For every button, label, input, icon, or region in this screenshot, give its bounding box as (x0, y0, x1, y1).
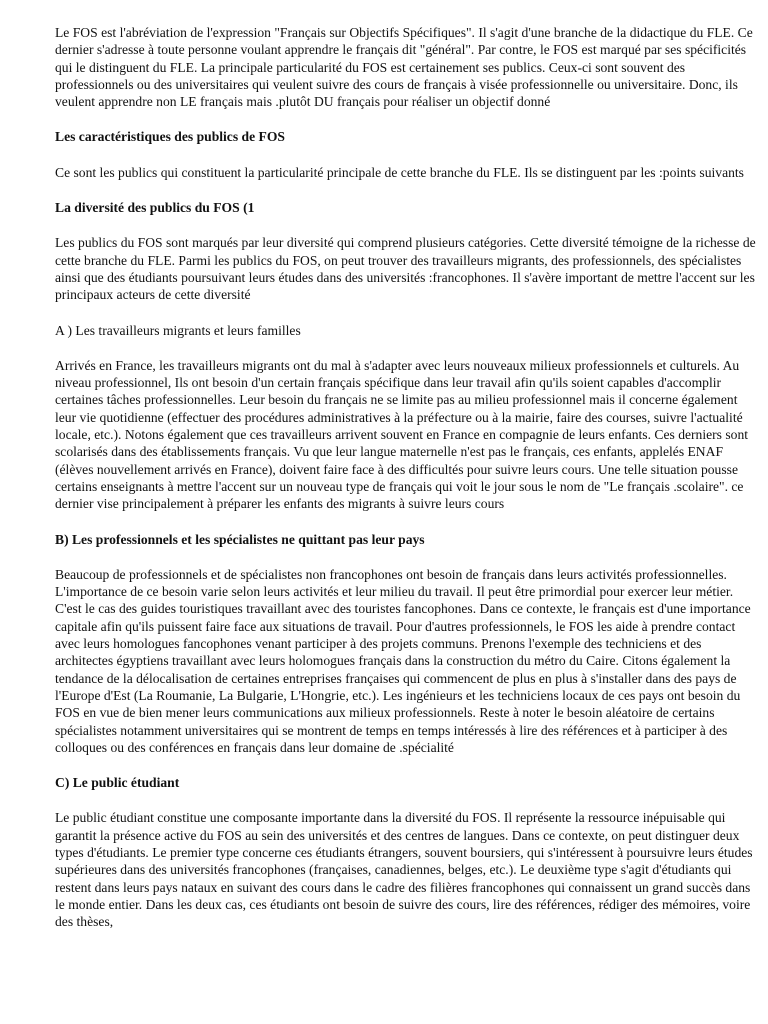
diversity-paragraph: Les publics du FOS sont marqués par leur diversité qui comprend plusieurs catégories. Cette diversité témoigne de la richesse de cette branche du FLE. Parmi les publics du FOS, on peut trouver des travailleurs migrants, des professionnels, des spécialistes ainsi que des étudiants poursuivant leurs études dans des universités :francophones. Il s'avère important de mettre l'accent sur les principaux acteurs de cette diversité (55, 235, 756, 303)
section-heading-characteristics: Les caractéristiques des publics de FOS (55, 129, 285, 145)
migrant-workers-paragraph: Arrivés en France, les travailleurs migrants ont du mal à s'adapter avec leurs nouveaux milieux professionnels et culturels. Au niveau professionnel, Ils ont besoin d'un certain français spécifique dans leur travail afin qu'ils soient capables d'accomplir certaines tâches professionnelles. Leur besoin du français ne se limite pas au milieu professionnel mais il concerne également leur vie quotidienne (effectuer des procédures administratives à la préfecture ou à la mairie, faire des courses, suivre l'actualité locale, etc.). Notons également que ces travailleurs arrivent souvent en France en compagnie de leurs enfants. Ces derniers sont scolarisés dans des établissements français. Vu que leur langue maternelle n'est pas le français, ces enfants, applelés ENAF (élèves nouvellement arrivés en France), doivent faire face à des difficultés pour suivre leurs cours. Une telle situation pousse certains enseignants à mettre l'accent sur un nouveau type de français qui voit le jour sous le nom de "Le français .scolaire". ce dernier vise principalement à préparer les enfants des migrants à suivre leurs cours (55, 357, 749, 512)
professionals-paragraph: Beaucoup de professionnels et de spécialistes non francophones ont besoin de français dans leurs activités professionnelles. L'importance de ce besoin varie selon leurs activités et leur milieu du travail. Il peut être primordial pour exercer leur métier. C'est le cas des guides touristiques travaillant avec des touristes fancophones. Dans ce contexte, le français est d'une importance capitale afin qu'ils puissent faire face aux situations de travail. Pour d'autres professionnels, le FOS les aide à prendre contact avec leurs homologues fancophones venant participer à des projets communs. Prenons l'exemple des techniciens et des architectes égyptiens travaillant avec leurs holomogues français dans la construction du métro du Caire. Citons également la tendance de la délocalisation de certaines entreprises françaises qui commencent de plus en plus à s'installer dans des pays de l'Europe d'Est (La Roumanie, La Bulgarie, L'Hongrie, etc.). Les ingénieurs et les techniciens locaux de ces pays ont besoin du FOS en vue de bien mener leurs communications aux milieux professionnels. Reste à noter le besoin aléatoire de certains spécialistes notamment universitaires qui se montrent de temps en temps intéressés à lire des références et à participer à des colloques ou des conférences en français dans leur domaine de .spécialité (55, 566, 751, 755)
section-heading-diversity: La diversité des publics du FOS (1 (55, 200, 255, 216)
students-paragraph: Le public étudiant constitue une composante importante dans la diversité du FOS. Il représente la ressource inépuisable qui garantit la présence active du FOS au sein des universités et des centres de langues. Dans ce contexte, on peut distinguer deux types d'étudiants. Le premier type concerne ces étudiants étrangers, souvent boursiers, qui s'intéressent à poursuivre leurs études supérieures dans des universités francophones (françaises, canadiennes, belges, etc.). Le deuxième type s'agit d'étudiants qui restent dans leurs pays nataux en suivant des cours dans le cadre des filières francophones qui connaissent un grand succès dans le monde entier. Dans les deux cas, ces étudiants ont besoin de suivre des cours, lire des références, rédiger des mémoires, voire des thèses, (55, 810, 753, 930)
section-heading-professionals: B) Les professionnels et les spécialistes ne quittant pas leur pays (55, 531, 425, 547)
subheading-migrant-workers: A ) Les travailleurs migrants et leurs familles (55, 322, 301, 338)
section-heading-students: C) Le public étudiant (55, 775, 180, 791)
characteristics-paragraph: Ce sont les publics qui constituent la particularité principale de cette branche du FLE. Ils se distinguent par les :points suivants (55, 164, 744, 180)
document-content (55, 24, 761, 948)
intro-paragraph: Le FOS est l'abréviation de l'expression "Français sur Objectifs Spécifiques". Il s'agit d'une branche de la didactique du FLE. Ce dernier s'adresse à toute personne voulant apprendre le français dit "général". Par contre, le FOS est marqué par ses spécificités qui le distinguent du FLE. La principale particularité du FOS est certainement ses publics. Ceux-ci sont souvent des professionnels ou des universitaires qui veulent suivre des cours de français à visée professionnelle ou universitaire. Donc, ils veulent apprendre non LE français mais .plutôt DU français pour réaliser un objectif donné (55, 25, 753, 110)
